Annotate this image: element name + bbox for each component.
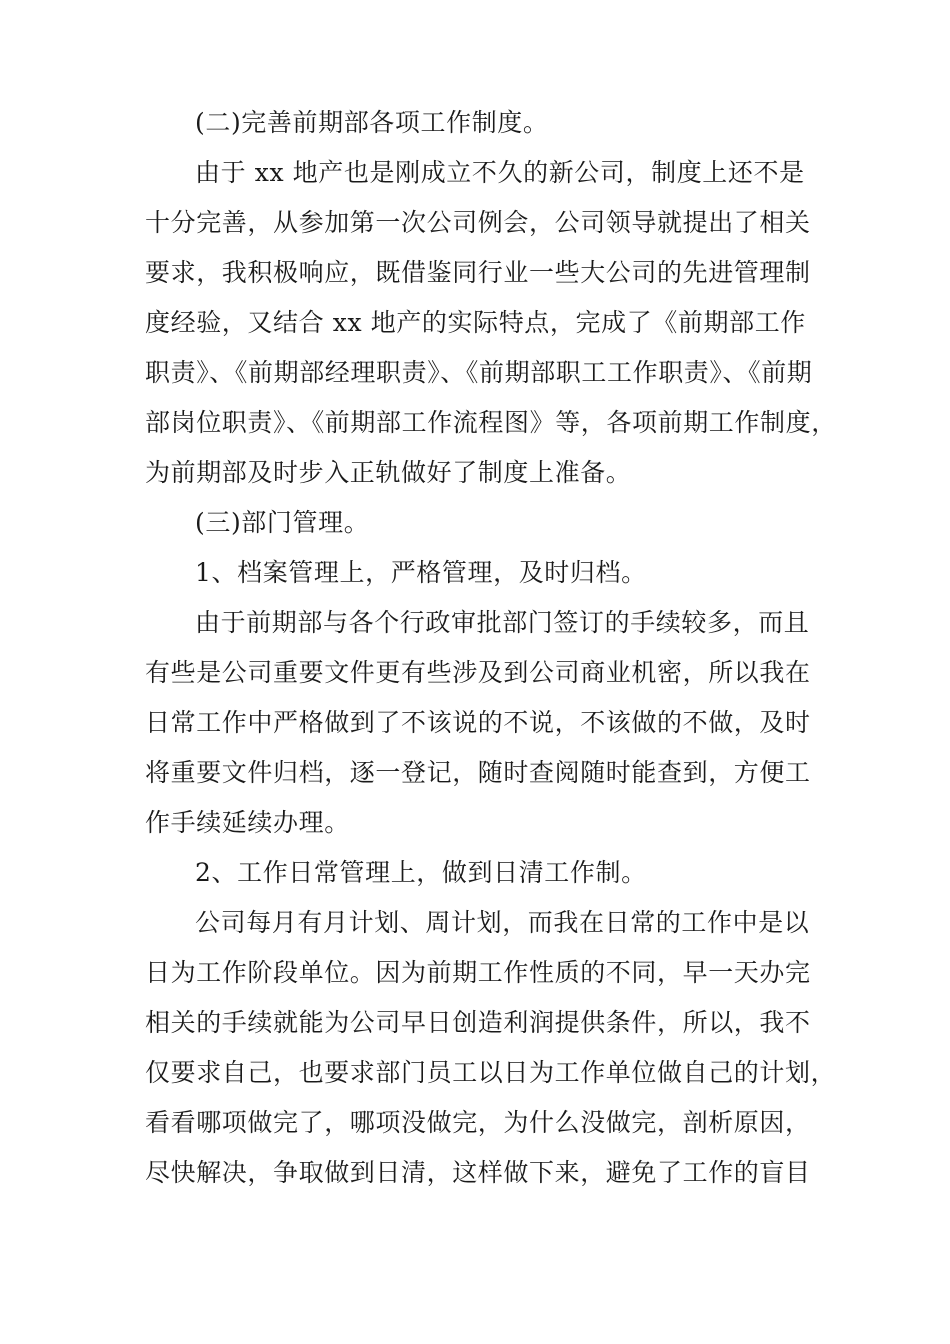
paragraph-line: 仅要求自己，也要求部门员工以日为工作单位做自己的计划， bbox=[145, 1058, 837, 1087]
paragraph-line: 为前期部及时步入正轨做好了制度上准备。 bbox=[145, 458, 632, 487]
paragraph-line: 部岗位职责》、《前期部工作流程图》等，各项前期工作制度， bbox=[145, 408, 837, 437]
paragraph-line: 由于前期部与各个行政审批部门签订的手续较多，而且 bbox=[195, 608, 810, 637]
document-body bbox=[145, 98, 837, 1198]
paragraph-line: 要求，我积极响应，既借鉴同行业一些大公司的先进管理制 bbox=[145, 258, 811, 287]
paragraph-line: 有些是公司重要文件更有些涉及到公司商业机密，所以我在 bbox=[145, 658, 811, 687]
section-heading-3: (三)部门管理。 bbox=[195, 508, 370, 537]
paragraph-line: 将重要文件归档，逐一登记，随时查阅随时能查到，方便工 bbox=[145, 758, 811, 787]
paragraph-line: 日常工作中严格做到了不该说的不说，不该做的不做，及时 bbox=[145, 708, 811, 737]
paragraph-line: 相关的手续就能为公司早日创造利润提供条件，所以，我不 bbox=[145, 1008, 811, 1037]
paragraph-line: 度经验，又结合 xx 地产的实际特点，完成了《前期部工作 bbox=[145, 308, 806, 337]
paragraph-line: 看看哪项做完了，哪项没做完，为什么没做完，剖析原因， bbox=[145, 1108, 811, 1137]
paragraph-line: 十分完善，从参加第一次公司例会，公司领导就提出了相关 bbox=[145, 208, 811, 237]
subheading-1: 1、档案管理上，严格管理，及时归档。 bbox=[195, 558, 647, 587]
paragraph-line: 日为工作阶段单位。因为前期工作性质的不同，早一天办完 bbox=[145, 958, 811, 987]
paragraph-line: 职责》、《前期部经理职责》、《前期部职工工作职责》、《前期 bbox=[145, 358, 813, 387]
subheading-2: 2、工作日常管理上，做到日清工作制。 bbox=[195, 858, 647, 887]
paragraph-line: 公司每月有月计划、周计划，而我在日常的工作中是以 bbox=[195, 908, 810, 937]
paragraph-line: 尽快解决，争取做到日清，这样做下来，避免了工作的盲目 bbox=[145, 1158, 811, 1187]
paragraph-line: 由于 xx 地产也是刚成立不久的新公司，制度上还不是 bbox=[195, 158, 805, 187]
section-heading-2: (二)完善前期部各项工作制度。 bbox=[195, 108, 549, 137]
paragraph-line: 作手续延续办理。 bbox=[145, 808, 350, 837]
